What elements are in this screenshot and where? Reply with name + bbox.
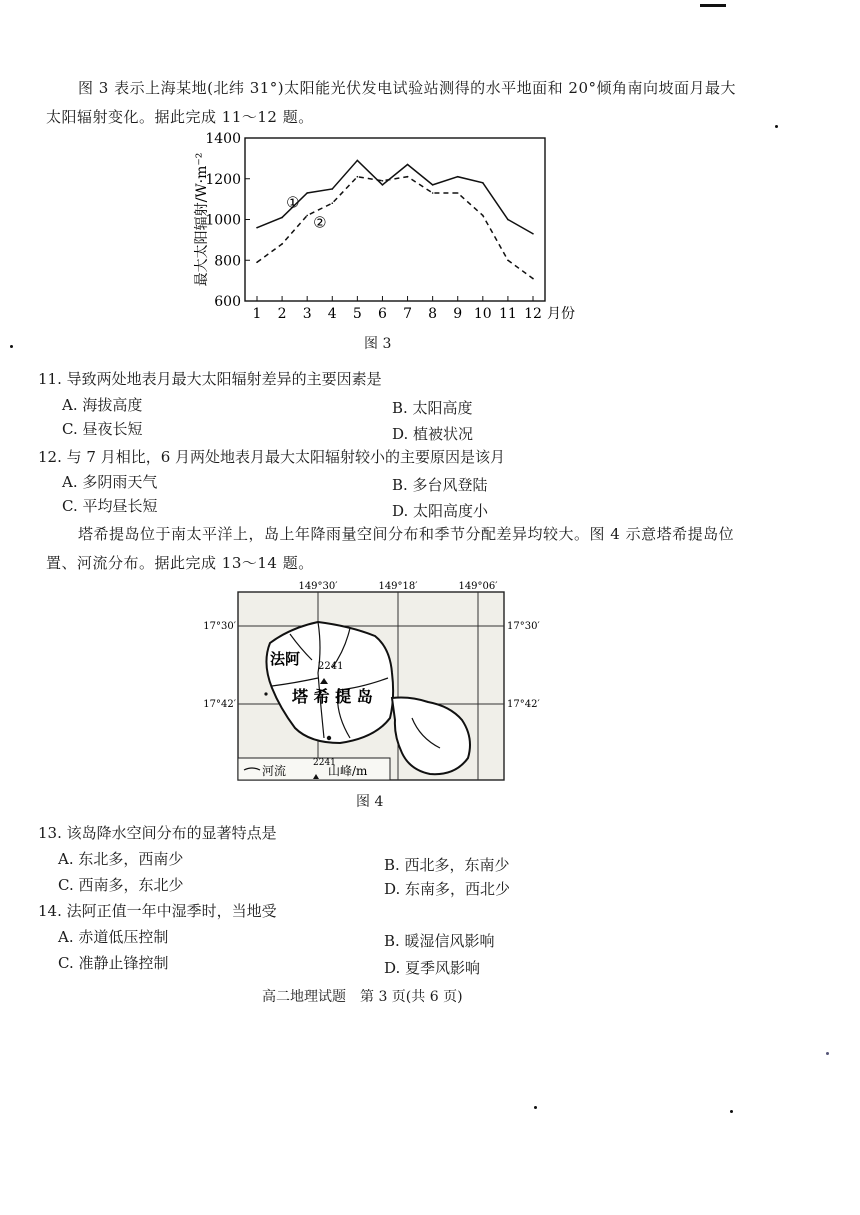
longitude-label-3: 149°06′ (458, 581, 498, 592)
series-1-point (357, 160, 359, 162)
legend-peak-value: 2241 (313, 758, 336, 768)
question-12-option-c[interactable]: C. 平均昼长短 (62, 497, 158, 515)
longitude-label-1: 149°30′ (298, 581, 338, 592)
place-dot-west (264, 692, 267, 695)
series-2-point (407, 176, 409, 178)
question-12-option-a[interactable]: A. 多阴雨天气 (62, 473, 158, 491)
x-tick-label: 7 (403, 306, 413, 322)
scan-speck (534, 1106, 537, 1109)
question-12-stem: 12. 与 7 月相比，6 月两处地表月最大太阳辐射较小的主要原因是该月 (38, 448, 506, 466)
series-2-point (507, 259, 509, 261)
series-1-point (407, 164, 409, 166)
series-2-point (457, 192, 459, 194)
series-line-2 (257, 177, 533, 279)
latitude-label-left-1: 17°30′ (203, 621, 236, 632)
series-2-point (256, 261, 258, 263)
town-label-faaa: 法阿 (270, 650, 301, 668)
question-13-option-a[interactable]: A. 东北多，西南少 (58, 850, 184, 868)
y-tick-label: 1000 (205, 212, 241, 229)
intro-paragraph-2: 塔希提岛位于南太平洋上，岛上年降雨量空间分布和季节分配差异均较大。图 4 示意塔希提岛位置、河流分布。据此完成 13～14 题。 (46, 525, 735, 572)
question-13-option-b[interactable]: B. 西北多，东南少 (384, 856, 510, 874)
series-2-point (357, 176, 359, 178)
x-tick-label: 2 (277, 306, 287, 322)
series-1-point (482, 182, 484, 184)
y-tick-label: 800 (214, 253, 241, 270)
question-14-option-c[interactable]: C. 准静止锋控制 (58, 954, 169, 972)
y-axis-label: 最大太阳辐射/W·m⁻² (194, 152, 210, 287)
latitude-label-right-2: 17°42′ (507, 699, 540, 710)
question-12-option-d[interactable]: D. 太阳高度小 (392, 502, 489, 520)
figure-4-map (200, 578, 550, 783)
question-14-stem: 14. 法阿正值一年中湿季时，当地受 (38, 902, 277, 920)
x-tick-label: 6 (377, 306, 387, 322)
y-tick-label: 1200 (205, 171, 241, 188)
page-footer: 高二地理试题 第 3 页(共 6 页) (262, 989, 463, 1005)
question-13-option-d[interactable]: D. 东南多，西北少 (384, 880, 511, 898)
intro-paragraph-1: 图 3 表示上海某地(北纬 31°)太阳能光伏发电试验站测得的水平地面和 20°倾角南向坡面月最大太阳辐射变化。据此完成 11～12 题。 (46, 79, 736, 126)
question-11-option-c[interactable]: C. 昼夜长短 (62, 420, 143, 438)
x-tick-label: 12 (524, 306, 542, 322)
question-12-option-b[interactable]: B. 多台风登陆 (392, 476, 488, 494)
island-name-label: 塔 希 提 岛 (292, 687, 373, 706)
x-tick-label: 4 (327, 306, 337, 322)
x-tick-label: 10 (473, 306, 492, 322)
scan-mark-top (700, 4, 726, 7)
series-1-point (331, 188, 333, 190)
question-11-option-b[interactable]: B. 太阳高度 (392, 399, 473, 417)
series-2-point (281, 243, 283, 245)
series-1-point (281, 217, 283, 219)
question-14-option-a[interactable]: A. 赤道低压控制 (58, 928, 169, 946)
series-2-point (432, 192, 434, 194)
series-1-label: ① (286, 193, 300, 212)
figure-3-line-chart (190, 126, 590, 336)
scan-speck (10, 345, 13, 348)
series-1-point (532, 233, 534, 235)
plot-frame (245, 138, 545, 301)
x-tick-label: 8 (428, 306, 438, 322)
series-1-point (256, 227, 258, 229)
x-tick-label: 3 (302, 306, 312, 322)
x-axis-unit: 月份 (547, 306, 575, 322)
series-1-point (507, 219, 509, 221)
series-2-point (382, 180, 384, 182)
series-1-point (457, 176, 459, 178)
series-2-point (331, 202, 333, 204)
question-13-option-c[interactable]: C. 西南多，东北少 (58, 876, 184, 894)
question-13-stem: 13. 该岛降水空间分布的显著特点是 (38, 824, 277, 842)
place-dot (327, 736, 331, 740)
x-tick-label: 5 (352, 306, 362, 322)
figure-3-caption: 图 3 (364, 336, 392, 352)
latitude-label-right-1: 17°30′ (507, 621, 540, 632)
scan-speck (775, 125, 778, 128)
legend-river-label: 河流 (262, 764, 287, 778)
figure-4-caption: 图 4 (356, 794, 384, 810)
x-tick-label: 1 (252, 306, 262, 322)
series-1-point (382, 184, 384, 186)
peak-label: 2241 (318, 661, 344, 672)
question-11-option-d[interactable]: D. 植被状况 (392, 425, 474, 443)
y-tick-label: 1400 (205, 131, 241, 147)
series-1-point (306, 192, 308, 194)
scan-speck (730, 1110, 733, 1113)
x-tick-label: 9 (453, 306, 463, 322)
question-14-option-b[interactable]: B. 暖湿信风影响 (384, 932, 495, 950)
x-tick-label: 11 (498, 306, 517, 322)
question-11-stem: 11. 导致两处地表月最大太阳辐射差异的主要因素是 (38, 370, 382, 388)
question-11-option-a[interactable]: A. 海拔高度 (62, 396, 143, 414)
longitude-label-2: 149°18′ (378, 581, 418, 592)
series-2-point (532, 278, 534, 280)
latitude-label-left-2: 17°42′ (203, 699, 236, 710)
series-1-point (432, 184, 434, 186)
scan-speck (826, 1052, 829, 1055)
series-2-point (306, 215, 308, 217)
y-tick-label: 600 (214, 294, 241, 310)
series-2-label: ② (313, 213, 327, 232)
series-2-point (482, 215, 484, 217)
legend-peak-label: 山峰/m (328, 764, 368, 778)
question-14-option-d[interactable]: D. 夏季风影响 (384, 959, 481, 977)
